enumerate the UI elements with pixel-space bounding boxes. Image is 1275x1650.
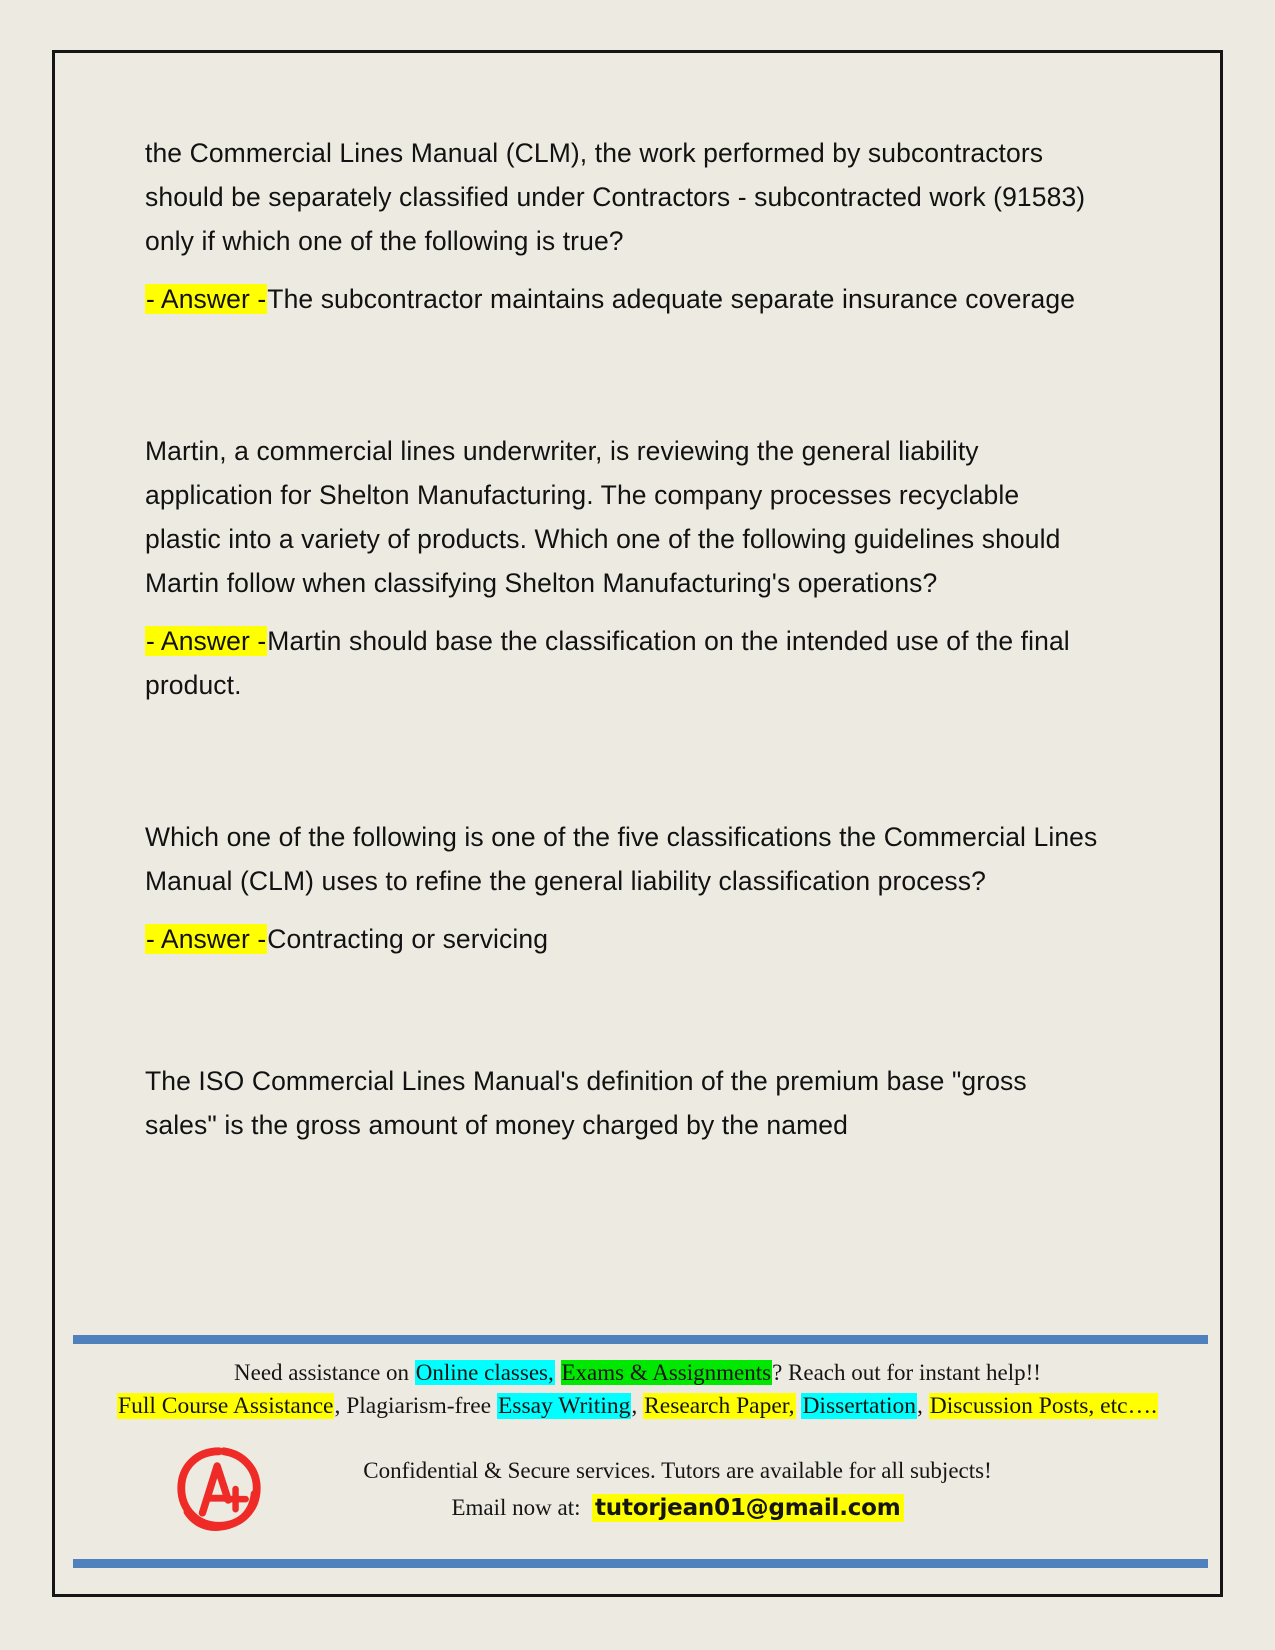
answer-label-1: - Answer - [146,284,267,314]
page-footer [73,1335,1202,1578]
footer-promo-line-2 [73,1390,1202,1423]
answer-line-3 [145,917,1100,961]
footer-bottom-rule [73,1559,1208,1568]
document-body [145,131,1100,1147]
paragraph-gap [145,903,1100,917]
footer-confidential-text: Confidential & Secure services. Tutors are available for all subjects! [363,1457,992,1483]
footer-email-row [273,1490,1082,1526]
answer-label-3: - Answer - [146,924,267,954]
footer-line2-mid2: , [631,1393,644,1419]
footer-email-address[interactable]: tutorjean01@gmail.com [592,1494,904,1522]
footer-content [73,1344,1202,1578]
footer-contact-row [73,1443,1202,1535]
footer-discussion-posts-highlight: Discussion Posts, etc…. [929,1393,1157,1419]
footer-top-rule [73,1335,1208,1344]
footer-contact-block [273,1453,1202,1526]
qa-block-4 [145,1059,1100,1147]
footer-online-classes-highlight: Online classes, [415,1360,554,1385]
paragraph-gap [145,605,1100,619]
answer-line-1 [145,277,1100,321]
footer-line1-part1: Need assistance on [234,1360,415,1385]
footer-line2-mid4: , [917,1393,929,1419]
footer-promo-line-1 [73,1356,1202,1389]
footer-exams-assignments-highlight: Exams & Assignments [561,1360,772,1385]
footer-line1-part2: ? Reach out for instant help!! [772,1360,1041,1385]
answer-label-2: - Answer - [146,626,267,656]
block-gap-1 [145,321,1100,429]
qa-block-3 [145,815,1100,961]
qa-block-1 [145,131,1100,321]
footer-full-course-highlight: Full Course Assistance [118,1393,334,1419]
qa-block-2 [145,429,1100,707]
block-gap-2 [145,707,1100,815]
question-text-4: The ISO Commercial Lines Manual's definition of the premium base "gross sales" is the gross amount of money charged by the named [145,1066,1027,1140]
footer-dissertation-highlight: Dissertation [802,1393,917,1419]
document-page-frame [52,50,1223,1597]
question-text-3: Which one of the following is one of the five classifications the Commercial Lines Manual (CLM) uses to refine the general liability classification process? [145,822,1098,896]
question-text-2: Martin, a commercial lines underwriter, is reviewing the general liability application for Shelton Manufacturing. The company processes recyclable plastic into a variety of products. Which one of the following guidelines should Martin follow when classifying Shelton Manufacturing's operations? [145,436,1061,598]
answer-text-3: Contracting or servicing [267,924,549,954]
answer-line-2 [145,619,1100,707]
block-gap-3 [145,961,1100,1059]
paragraph-gap [145,263,1100,277]
answer-text-2: Martin should base the classification on the intended use of the final product. [145,626,1070,700]
a-plus-grade-icon [173,1443,265,1535]
footer-line1-sep [555,1360,561,1385]
footer-line2-mid1: , Plagiarism-free [334,1393,497,1419]
answer-text-1: The subcontractor maintains adequate separate insurance coverage [267,284,1076,314]
footer-essay-writing-highlight: Essay Writing [497,1393,631,1419]
footer-email-prefix: Email now at: [451,1494,581,1520]
footer-research-paper-highlight: Research Paper, [644,1393,795,1419]
question-text-1: the Commercial Lines Manual (CLM), the work performed by subcontractors should be separately classified under Contractors - subcontracted work (91583) only if which one of the following is true? [145,138,1086,256]
